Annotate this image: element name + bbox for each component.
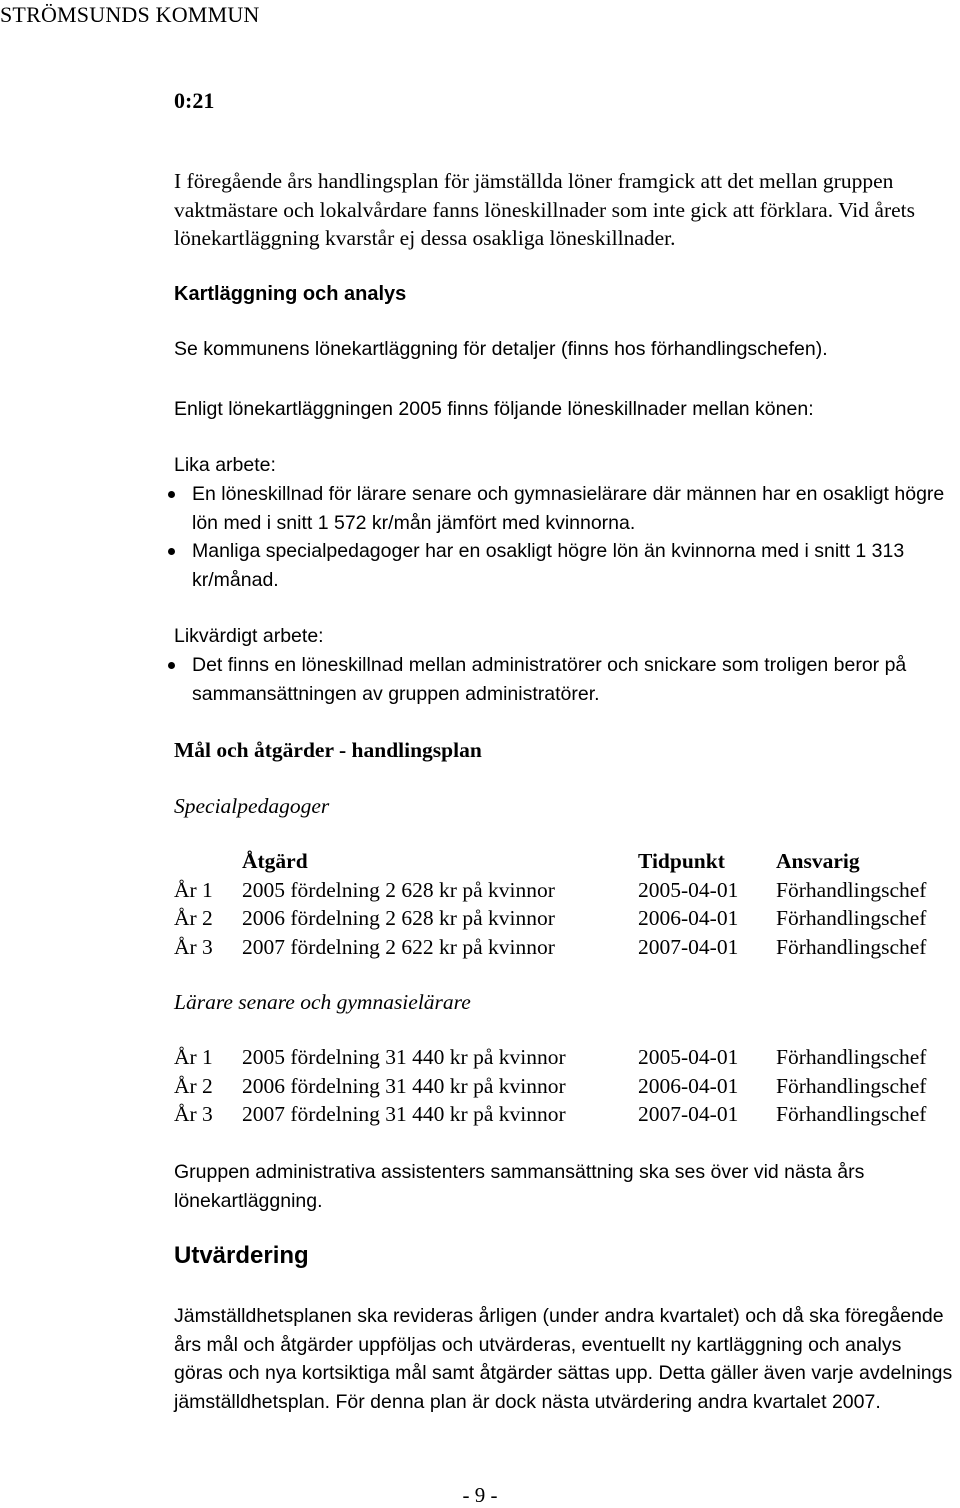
- equal-work-label: Lika arbete:: [174, 454, 276, 476]
- page-header-org: STRÖMSUNDS KOMMUN: [0, 2, 260, 27]
- table-cell: Förhandlingschef: [776, 1102, 927, 1126]
- table-row: [174, 876, 956, 905]
- column-header: Åtgärd: [242, 849, 308, 873]
- bullet-icon: [168, 662, 175, 669]
- list-item: [164, 480, 954, 537]
- equivalent-work-label: Likvärdigt arbete:: [174, 625, 324, 647]
- table-row: [174, 1100, 956, 1129]
- group-title-specialpedagoger: Specialpedagoger: [174, 794, 330, 818]
- table-cell: År 1: [174, 877, 213, 902]
- table-cell: 2007 fördelning 31 440 kr på kvinnor: [242, 1102, 566, 1126]
- table-header-row: [174, 847, 956, 876]
- page-number: - 9 -: [462, 1483, 498, 1507]
- table-cell: 2006-04-01: [638, 1073, 739, 1098]
- table-row: [174, 904, 956, 933]
- bullet-icon: [168, 548, 175, 555]
- list-item-text: En löneskillnad för lärare senare och gymnasielärare där männen har en osakligt högre lön med i snitt 1 572 kr/mån jämfört med kvinnorna.: [192, 483, 945, 534]
- column-header: [174, 847, 242, 876]
- column-header: Tidpunkt: [638, 849, 725, 873]
- table-cell: 2006-04-01: [638, 906, 739, 930]
- list-item: [164, 537, 954, 594]
- column-header: Ansvarig: [776, 849, 860, 873]
- equivalent-work-list: [164, 651, 954, 708]
- table-cell: Förhandlingschef: [776, 1045, 927, 1069]
- table-cell: 2005-04-01: [638, 877, 739, 902]
- evaluation-text: Jämställdhetsplanen ska revideras årligen (under andra kvartalet) och då ska föregående års mål och åtgärder uppföljas och utvärderas, eventuellt ny kartläggning och analys göras och nya kortsiktiga mål samt åtgärder sättas upp. Detta gäller även varje avdelnings jämställdhetsplan. För denna plan är dock nästa utvärdering andra kvartalet 2007.: [174, 1305, 953, 1413]
- table-cell: År 2: [174, 1073, 213, 1098]
- table-cell: 2007 fördelning 2 622 kr på kvinnor: [242, 934, 555, 959]
- analysis-finding: Enligt lönekartläggningen 2005 finns följande löneskillnader mellan könen:: [174, 398, 814, 420]
- table-cell: 2006 fördelning 31 440 kr på kvinnor: [242, 1073, 566, 1098]
- table-row: [174, 1043, 956, 1072]
- list-item-text: Det finns en löneskillnad mellan administratörer och snickare som troligen beror på sammansättningen av gruppen administratörer.: [192, 654, 907, 705]
- intro-paragraph: I föregående års handlingsplan för jämställda löner framgick att det mellan gruppen vaktmästare och lokalvårdare fanns löneskillnader som inte gick att förklara. Vid årets lönekartläggning kvarstår ej dessa osakliga löneskillnader.: [174, 169, 915, 250]
- table-cell: 2006 fördelning 2 628 kr på kvinnor: [242, 906, 555, 930]
- table-cell: 2005 fördelning 2 628 kr på kvinnor: [242, 877, 555, 902]
- group-title-larare: Lärare senare och gymnasielärare: [174, 990, 471, 1014]
- list-item-text: Manliga specialpedagoger har en osakligt högre lön än kvinnorna med i snitt 1 313 kr/månad.: [192, 540, 905, 591]
- analysis-heading: Kartläggning och analys: [174, 283, 407, 305]
- evaluation-heading: Utvärdering: [174, 1242, 309, 1269]
- equal-work-list: [164, 480, 954, 594]
- table-cell: Förhandlingschef: [776, 934, 927, 959]
- table-cell: 2005-04-01: [638, 1045, 739, 1069]
- analysis-reference: Se kommunens lönekartläggning för detaljer (finns hos förhandlingschefen).: [174, 338, 828, 360]
- table-cell: 2005 fördelning 31 440 kr på kvinnor: [242, 1045, 566, 1069]
- section-code: 0:21: [174, 88, 215, 113]
- table-cell: 2007-04-01: [638, 1102, 739, 1126]
- plan-table-larare: [174, 1043, 956, 1129]
- table-cell: År 3: [174, 1102, 213, 1126]
- bullet-icon: [168, 491, 175, 498]
- table-cell: År 2: [174, 906, 213, 930]
- table-row: [174, 1072, 956, 1101]
- table-cell: Förhandlingschef: [776, 906, 927, 930]
- table-cell: Förhandlingschef: [776, 1073, 927, 1098]
- table-cell: År 1: [174, 1045, 213, 1069]
- list-item: [164, 651, 954, 708]
- table-cell: Förhandlingschef: [776, 877, 927, 902]
- table-cell: År 3: [174, 934, 213, 959]
- table-row: [174, 933, 956, 962]
- plan-followup: Gruppen administrativa assistenters sammansättning ska ses över vid nästa års lönekartläggning.: [174, 1161, 865, 1212]
- plan-heading: Mål och åtgärder - handlingsplan: [174, 738, 482, 762]
- plan-table-specialpedagoger: [174, 847, 956, 961]
- table-cell: 2007-04-01: [638, 934, 739, 959]
